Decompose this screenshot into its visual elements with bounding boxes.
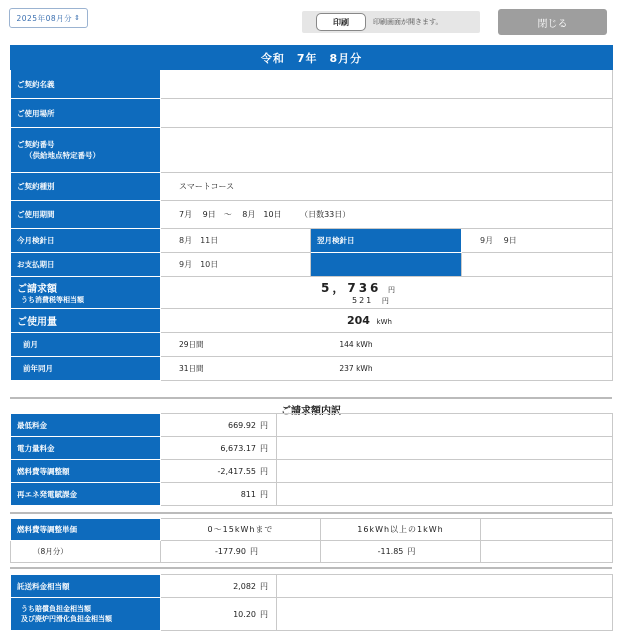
- breakdown-row-blank: [277, 414, 613, 437]
- close-button[interactable]: 閉じる: [498, 9, 607, 35]
- breakdown-title: ご請求額内訳: [10, 397, 612, 414]
- contract-type-label: ご契約種別: [11, 173, 161, 201]
- fuel-blank: [481, 519, 613, 541]
- breakdown-row-value: [161, 483, 277, 506]
- billing-label: ご請求額: [17, 284, 57, 295]
- breakdown-table: [10, 413, 613, 506]
- breakdown-row-blank: [277, 437, 613, 460]
- billing-tax-unit: 円: [381, 297, 389, 305]
- contract-number-label-line2: （供給地点特定番号）: [25, 151, 100, 160]
- contract-number-label-line1: ご契約番号: [17, 140, 55, 149]
- page-title: 令和 7年 8月分: [11, 46, 613, 70]
- consignment-blank: [277, 598, 613, 631]
- location-label: ご使用場所: [11, 99, 161, 128]
- fuel-col2-header: 16kWh以上の1kWh: [321, 519, 481, 541]
- contract-number-value: [161, 128, 613, 173]
- breakdown-amount: 669.92: [228, 420, 256, 430]
- contract-name-value: [161, 70, 613, 99]
- consignment-blank: [277, 575, 613, 598]
- contract-number-label: [11, 128, 161, 173]
- consignment-value: [161, 575, 277, 598]
- print-button[interactable]: 印刷: [316, 13, 366, 31]
- print-area: [302, 11, 480, 33]
- consignment-sub-value: [161, 598, 277, 631]
- payment-date-label: お支払期日: [11, 253, 161, 277]
- month-select[interactable]: [9, 8, 88, 28]
- next-meter-value: 9月 9日: [462, 229, 613, 253]
- prev-year-label: 前年同月: [11, 357, 161, 381]
- consignment-amount: 2,082: [233, 581, 256, 591]
- billing-tax-label: うち消費税等相当額: [21, 296, 84, 304]
- fuel-month-label: （8月分）: [11, 541, 161, 563]
- prev-year-kwh: 237 kWh: [339, 364, 373, 373]
- prev-month-cell: [161, 333, 613, 357]
- breakdown-row-blank: [277, 483, 613, 506]
- breakdown-row-blank: [277, 460, 613, 483]
- consignment-sub-label-line1: うち賠償負担金相当額: [21, 605, 91, 613]
- breakdown-row-value: [161, 460, 277, 483]
- billing-amount: 5，736: [321, 281, 382, 295]
- breakdown-row-label: 電力量料金: [11, 437, 161, 460]
- prev-month-kwh: 144 kWh: [339, 340, 373, 349]
- breakdown-row-label: 燃料費等調整額: [11, 460, 161, 483]
- fuel-col2-value: [321, 541, 481, 563]
- billing-label-cell: [11, 277, 161, 309]
- print-note: 印刷画面が開きます。: [373, 18, 443, 26]
- consignment-sub-label-line2: 及び廃炉円滑化負担金相当額: [21, 615, 112, 623]
- month-select-label: 2025年08月分: [16, 13, 73, 23]
- fuel-col1-amount: -177.90: [215, 547, 246, 556]
- billing-value-cell: [161, 277, 613, 309]
- usage-amount: 204: [347, 314, 370, 327]
- payment-date-value: 9月 10日: [161, 253, 311, 277]
- breakdown-amount: 811: [240, 489, 256, 499]
- fuel-col2-amount: -11.85: [377, 547, 404, 556]
- fuel-col1-header: 0〜15kWhまで: [161, 519, 321, 541]
- meter-date-value: 8月 11日: [161, 229, 311, 253]
- billing-summary-table: [10, 45, 613, 381]
- prev-month-label: 前月: [11, 333, 161, 357]
- divider: [10, 567, 612, 569]
- breakdown-row-label: 最低料金: [11, 414, 161, 437]
- consignment-table: [10, 574, 613, 631]
- breakdown-row-label: 再エネ発電賦課金: [11, 483, 161, 506]
- usage-unit: kWh: [376, 318, 392, 326]
- consignment-unit: 円: [260, 581, 268, 591]
- breakdown-row-value: [161, 437, 277, 460]
- period-label: ご使用期間: [11, 201, 161, 229]
- consignment-sub-amount: 10.20: [233, 609, 256, 619]
- blank-cell: [462, 253, 613, 277]
- fuel-blank: [481, 541, 613, 563]
- contract-type-value: スマートコース: [161, 173, 613, 201]
- fuel-adjustment-label: 燃料費等調整単価: [11, 519, 161, 541]
- fuel-col2-unit: 円: [407, 547, 416, 556]
- breakdown-unit: 円: [260, 489, 268, 499]
- prev-month-days: 29日間: [179, 340, 204, 349]
- breakdown-amount: -2,417.55: [217, 466, 256, 476]
- usage-label: ご使用量: [11, 309, 161, 333]
- blank-blue-cell: [311, 253, 462, 277]
- consignment-sub-label: [11, 598, 161, 631]
- breakdown-amount: 6,673.17: [220, 443, 256, 453]
- billing-tax-amount: 521: [352, 296, 374, 305]
- fuel-col1-value: [161, 541, 321, 563]
- breakdown-unit: 円: [260, 443, 268, 453]
- period-value: 7月 9日 〜 8月 10日 （日数33日）: [161, 201, 613, 229]
- fuel-col1-unit: 円: [249, 547, 258, 556]
- fuel-adjustment-table: [10, 518, 613, 563]
- consignment-label: 託送料金相当額: [11, 575, 161, 598]
- billing-unit: 円: [387, 286, 395, 294]
- divider: [10, 512, 612, 514]
- usage-value-cell: [161, 309, 613, 333]
- contract-name-label: ご契約名義: [11, 70, 161, 99]
- updown-chevron-icon: ⇕: [74, 14, 81, 22]
- breakdown-unit: 円: [260, 466, 268, 476]
- prev-year-cell: [161, 357, 613, 381]
- consignment-sub-unit: 円: [260, 609, 268, 619]
- breakdown-unit: 円: [260, 420, 268, 430]
- location-value: [161, 99, 613, 128]
- meter-date-label: 今月検針日: [11, 229, 161, 253]
- breakdown-row-value: [161, 414, 277, 437]
- next-meter-label: 翌月検針日: [311, 229, 462, 253]
- prev-year-days: 31日間: [179, 364, 204, 373]
